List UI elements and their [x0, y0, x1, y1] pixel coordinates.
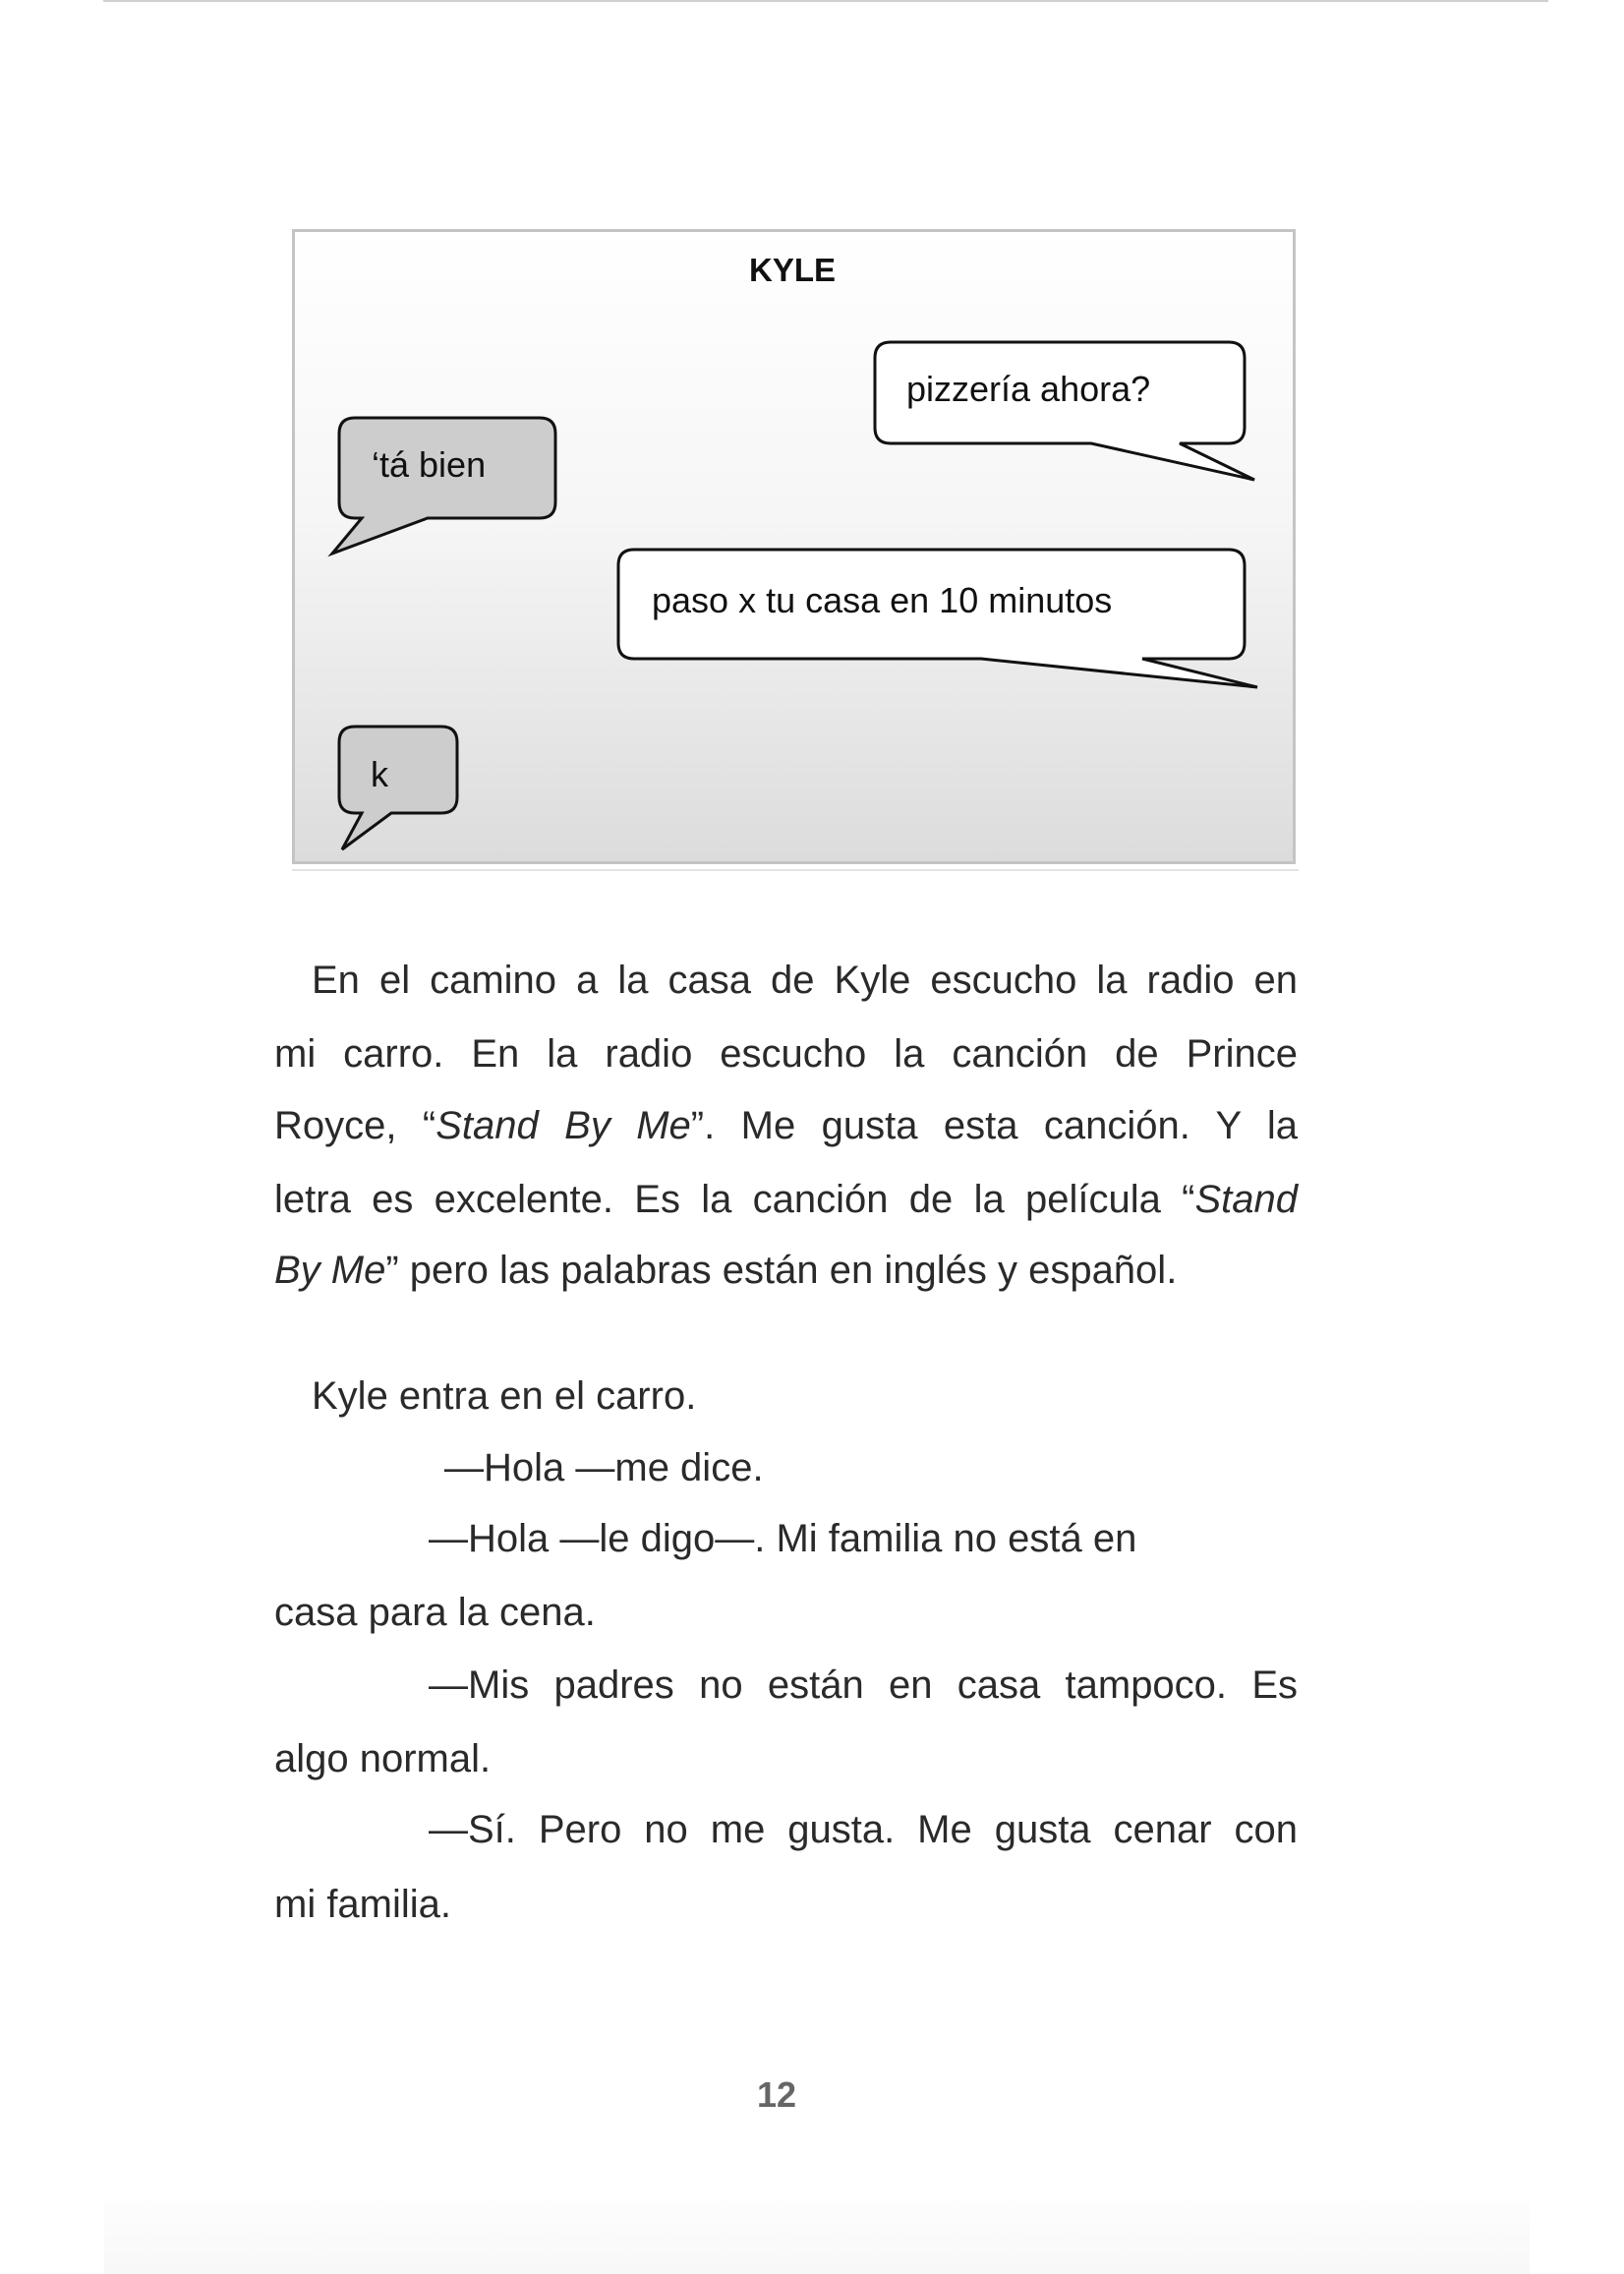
- message-text: ‘tá bien: [372, 444, 487, 485]
- text-segment: ”. Me gusta esta canción. Y la: [690, 1104, 1298, 1147]
- text-line: En el camino a la casa de Kyle escucho la radio en: [312, 959, 1298, 1002]
- text-segment: Royce, “: [274, 1104, 436, 1147]
- text-segment: letra es excelente. Es la canción de la película “: [274, 1178, 1195, 1221]
- text-line: mi familia.: [274, 1883, 452, 1926]
- message-text: paso x tu casa en 10 minutos: [652, 580, 1113, 620]
- dialogue-line: —Mis padres no están en casa tampoco. Es: [429, 1663, 1298, 1707]
- dialogue-line: —Hola —le digo—. Mi familia no está en: [429, 1517, 1137, 1560]
- text-line: [274, 1102, 1298, 1149]
- text-line: Kyle entra en el carro.: [312, 1374, 697, 1418]
- dialogue-line: —Sí. Pero no me gusta. Me gusta cenar con: [429, 1808, 1298, 1851]
- text-line: casa para la cena.: [274, 1591, 596, 1634]
- bubble-k: [339, 727, 457, 849]
- text-line: algo normal.: [274, 1737, 492, 1780]
- dialogue-line: —Hola —me dice.: [444, 1446, 764, 1489]
- text-line: [274, 1176, 1298, 1223]
- text-line: mi carro. En la radio escucho la canción de Prince: [274, 1032, 1298, 1076]
- message-text: pizzería ahora?: [906, 369, 1151, 409]
- song-title: Stand By Me: [435, 1104, 691, 1147]
- bubble-ta-bien: [332, 418, 555, 554]
- text-segment: ” pero las palabras están en inglés y español.: [385, 1249, 1178, 1292]
- film-title: Stand: [1194, 1178, 1298, 1221]
- page-number: 12: [756, 2074, 797, 2115]
- text-line: [274, 1247, 1177, 1294]
- bottom-band: [104, 2199, 1530, 2274]
- bubble-pizzeria: [875, 342, 1254, 480]
- film-title: By Me: [274, 1249, 386, 1292]
- message-text: k: [371, 754, 388, 794]
- chat-contact-name: KYLE: [748, 252, 836, 288]
